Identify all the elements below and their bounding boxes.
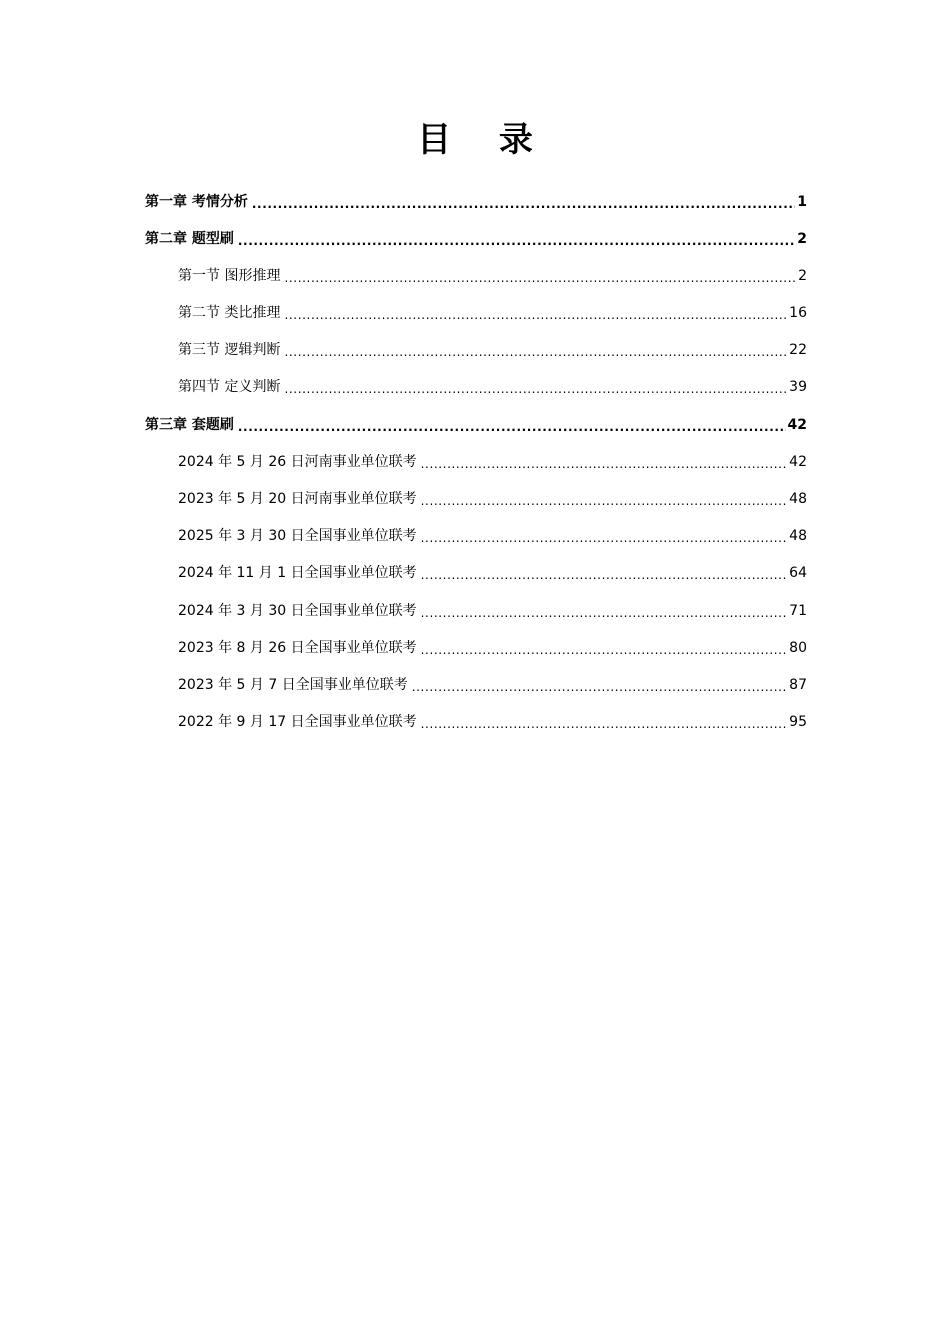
toc-page-number: 42 [789,454,807,470]
toc-entry-section-2[interactable] [178,301,807,323]
toc-entry-text: 2024 年 11 月 1 日全国事业单位联考 [178,565,417,581]
toc-entry-text: 第二章 题型刷 [145,231,234,247]
toc-leader-dots [284,377,787,397]
toc-leader-dots [252,192,795,212]
toc-page-number: 48 [789,491,807,507]
toc-page-number: 42 [787,417,807,433]
toc-leader-dots [238,415,786,435]
toc-entry-exam-2023-08-26[interactable] [178,636,807,658]
toc-entry-text: 2023 年 5 月 20 日河南事业单位联考 [178,491,417,507]
toc-entry-text: 第二节 类比推理 [178,305,281,321]
toc-entry-exam-2024-11-01[interactable] [178,561,807,583]
toc-page-number: 2 [797,231,807,247]
toc-leader-dots [421,712,788,732]
toc-page-number: 2 [798,268,807,284]
toc-entry-text: 第三节 逻辑判断 [178,342,281,358]
toc-entry-text: 2023 年 5 月 7 日全国事业单位联考 [178,677,408,693]
toc-leader-dots [238,229,795,249]
toc-entry-section-1[interactable] [178,264,807,286]
toc-entry-text: 2022 年 9 月 17 日全国事业单位联考 [178,714,417,730]
toc-entry-text: 2024 年 5 月 26 日河南事业单位联考 [178,454,417,470]
toc-page-number: 39 [789,379,807,395]
toc-entry-chapter-1[interactable] [145,190,807,212]
toc-entry-chapter-3[interactable] [145,413,807,435]
toc-entry-text: 2023 年 8 月 26 日全国事业单位联考 [178,640,417,656]
toc-leader-dots [421,489,788,509]
toc-entry-chapter-2[interactable] [145,227,807,249]
toc-entry-section-4[interactable] [178,375,807,397]
toc-entry-text: 第三章 套题刷 [145,417,234,433]
toc-page-number: 80 [789,640,807,656]
toc-leader-dots [421,638,788,658]
toc-leader-dots [421,563,788,583]
toc-page-number: 87 [789,677,807,693]
toc-leader-dots [284,303,787,323]
toc-entry-exam-2023-05-07[interactable] [178,673,807,695]
toc-leader-dots [412,675,787,695]
toc-entry-text: 第一节 图形推理 [178,268,281,284]
toc-page-number: 22 [789,342,807,358]
toc-entry-exam-2022-09-17[interactable] [178,710,807,732]
toc-leader-dots [284,266,795,286]
toc-entry-section-3[interactable] [178,338,807,360]
toc-page-number: 16 [789,305,807,321]
toc-leader-dots [284,340,787,360]
toc-page-number: 48 [789,528,807,544]
toc-entry-text: 第四节 定义判断 [178,379,281,395]
toc-entry-exam-2025-03-30[interactable] [178,524,807,546]
toc-leader-dots [421,601,788,621]
toc-page-number: 1 [797,194,807,210]
toc-page-number: 64 [789,565,807,581]
toc-page-number: 95 [789,714,807,730]
toc-entry-exam-2024-05-26[interactable] [178,450,807,472]
toc-entry-text: 2025 年 3 月 30 日全国事业单位联考 [178,528,417,544]
toc-leader-dots [421,526,788,546]
toc-title: 目 录 [417,120,551,160]
toc-leader-dots [421,452,788,472]
toc-entry-exam-2023-05-20[interactable] [178,487,807,509]
toc-entry-exam-2024-03-30[interactable] [178,599,807,621]
toc-entry-text: 2024 年 3 月 30 日全国事业单位联考 [178,603,417,619]
toc-entry-text: 第一章 考情分析 [145,194,248,210]
toc-page-number: 71 [789,603,807,619]
